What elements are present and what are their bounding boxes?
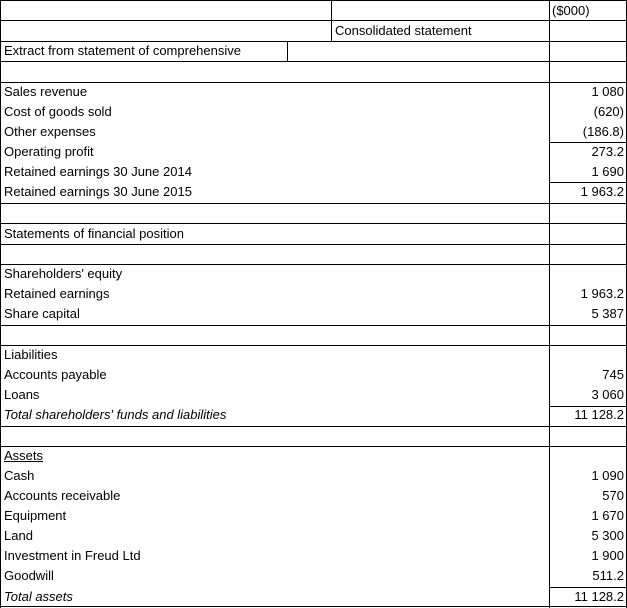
row-label: Cash: [4, 468, 35, 483]
extract-heading: Extract from statement of comprehensive: [4, 43, 241, 58]
grid-line: [0, 426, 627, 427]
row-label: Operating profit: [4, 144, 94, 159]
row-value: 273.2: [591, 144, 624, 159]
row-label: Retained earnings: [4, 286, 110, 301]
grid-line: [0, 20, 627, 21]
grid-line: [0, 264, 627, 265]
row-label: Land: [4, 528, 33, 543]
grid-line: [0, 82, 627, 83]
grid-line: [0, 61, 627, 62]
row-label: Goodwill: [4, 568, 54, 583]
row-value: 745: [602, 367, 624, 382]
grid-left-border: [0, 0, 1, 608]
row-value: (620): [593, 104, 624, 119]
grid-line: [0, 325, 627, 326]
assets-heading: Assets: [4, 448, 44, 463]
row-value: 1 963.2: [580, 184, 624, 199]
grid-line: [0, 446, 627, 447]
row-value: (186.8): [582, 124, 624, 139]
row-value: 1 670: [591, 508, 624, 523]
row-label: Investment in Freud Ltd: [4, 548, 141, 563]
row-label: Accounts payable: [4, 367, 107, 382]
total-assets-label: Total assets: [4, 589, 73, 604]
grid-line: [0, 223, 627, 224]
total-liabilities-value: 11 128.2: [574, 407, 624, 422]
financial-position-heading: Statements of financial position: [4, 226, 184, 241]
grid-col-value-left: [549, 0, 550, 608]
row-value: 570: [602, 488, 624, 503]
row-value: 3 060: [591, 387, 624, 402]
grid-line: [0, 345, 627, 346]
row-label: Cost of goods sold: [4, 104, 112, 119]
row-value: 511.2: [592, 568, 624, 583]
liabilities-heading: Liabilities: [4, 347, 58, 362]
units-label: ($000): [552, 3, 590, 18]
row-value: 5 300: [591, 528, 624, 543]
grid-line: [0, 606, 627, 607]
row-label: Sales revenue: [4, 84, 88, 99]
row-label: Accounts receivable: [4, 488, 121, 503]
row-label: Loans: [4, 387, 40, 402]
row-label: Retained earnings 30 June 2015: [4, 184, 192, 199]
consolidated-statement-heading: Consolidated statement: [335, 23, 472, 38]
total-liabilities-label: Total shareholders' funds and liabilities: [4, 407, 227, 422]
total-assets-value: 11 128.2: [574, 589, 624, 604]
equity-heading: Shareholders' equity: [4, 266, 123, 281]
grid-line: [0, 203, 627, 204]
row-label: Retained earnings 30 June 2014: [4, 164, 192, 179]
grid-line: [0, 244, 627, 245]
row-value: 1 090: [591, 468, 624, 483]
row-value: 1 690: [591, 164, 624, 179]
row-value: 5 387: [591, 306, 624, 321]
grid-line: [549, 587, 627, 588]
row-label: Equipment: [4, 508, 67, 523]
row-value: 1 080: [591, 84, 624, 99]
grid-line: [549, 182, 627, 183]
row-label: Share capital: [4, 306, 80, 321]
grid-line: [0, 41, 627, 42]
row-value: 1 963.2: [580, 286, 624, 301]
row-value: 1 900: [591, 548, 624, 563]
grid-line: [549, 142, 627, 143]
grid-line: [0, 0, 627, 1]
grid-col-extract-right: [287, 41, 288, 61]
row-label: Other expenses: [4, 124, 96, 139]
